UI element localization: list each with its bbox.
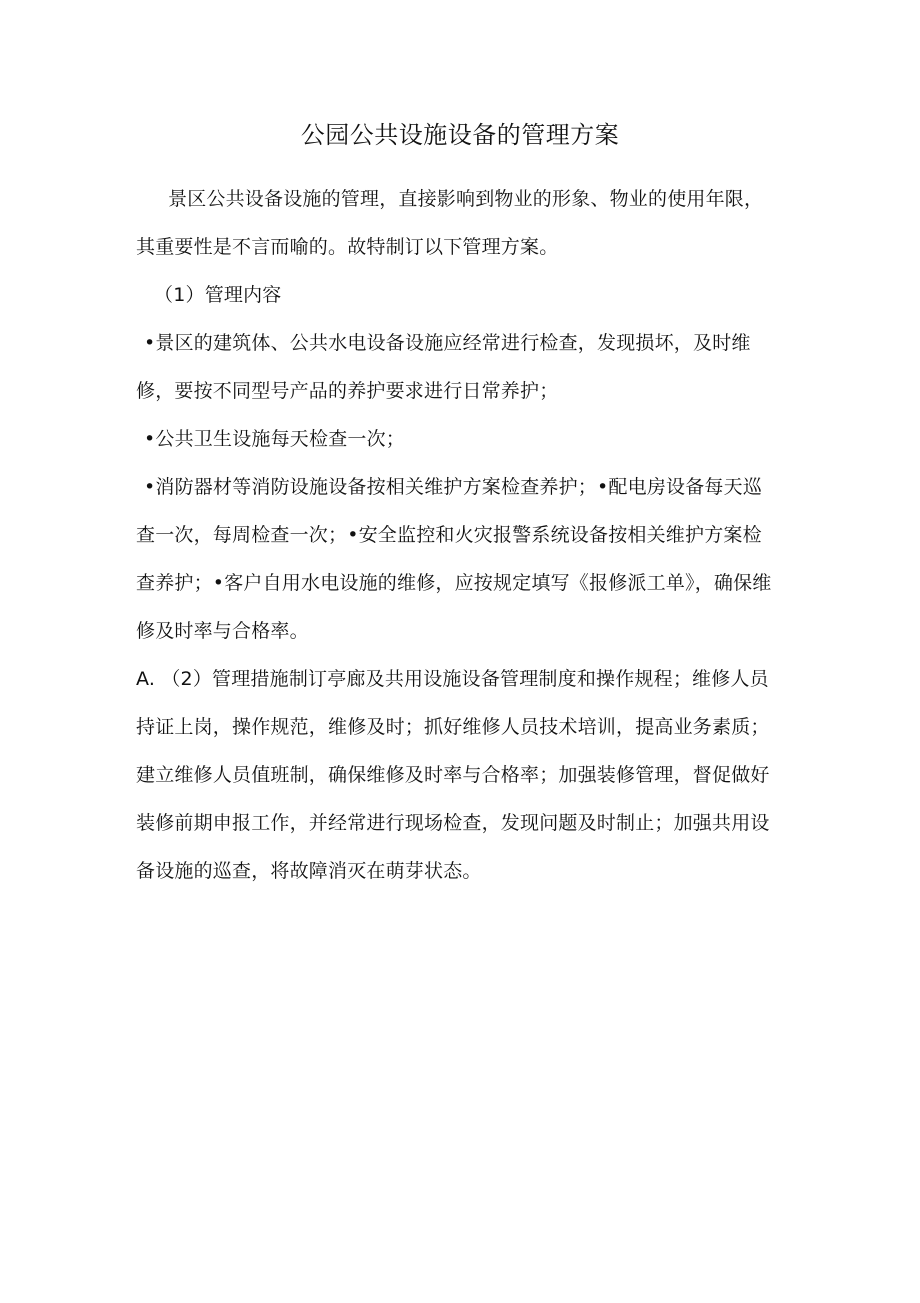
bullet-paragraph-fire-and-maintenance: •消防器材等消防设施设备按相关维护方案检查养护；•配电房设备每天巡查一次，每周检查一次；•安全监控和火灾报警系统设备按相关维护方案检查养护；•客户自用水电设施的维修，应按规定填写《报修派工单》，确保维修及时率与合格率。: [136, 476, 772, 642]
bullet-paragraph-building-inspection: •景区的建筑体、公共水电设备设施应经常进行检查，发现损坏，及时维修，要按不同型号产品的养护要求进行日常养护；: [136, 332, 751, 402]
bullet-paragraph-sanitation: •公共卫生设施每天检查一次；: [144, 428, 406, 450]
management-measures-paragraph: A. （2）管理措施制订亭廊及共用设施设备管理制度和操作规程；维修人员持证上岗，操作规范，维修及时；抓好维修人员技术培训，提高业务素质；建立维修人员值班制，确保维修及时率与合格率；加强装修管理，督促做好装修前期申报工作，并经常进行现场检查，发现问题及时制止；加强共用设备设施的巡查，将故障消灭在萌芽状态。: [136, 668, 770, 882]
intro-paragraph: 景区公共设备设施的管理，直接影响到物业的形象、物业的使用年限，其重要性是不言而喻的。故特制订以下管理方案。: [136, 188, 764, 258]
document-title: 公园公共设施设备的管理方案: [300, 121, 620, 149]
section-heading-management-content: （1）管理内容: [154, 284, 282, 306]
